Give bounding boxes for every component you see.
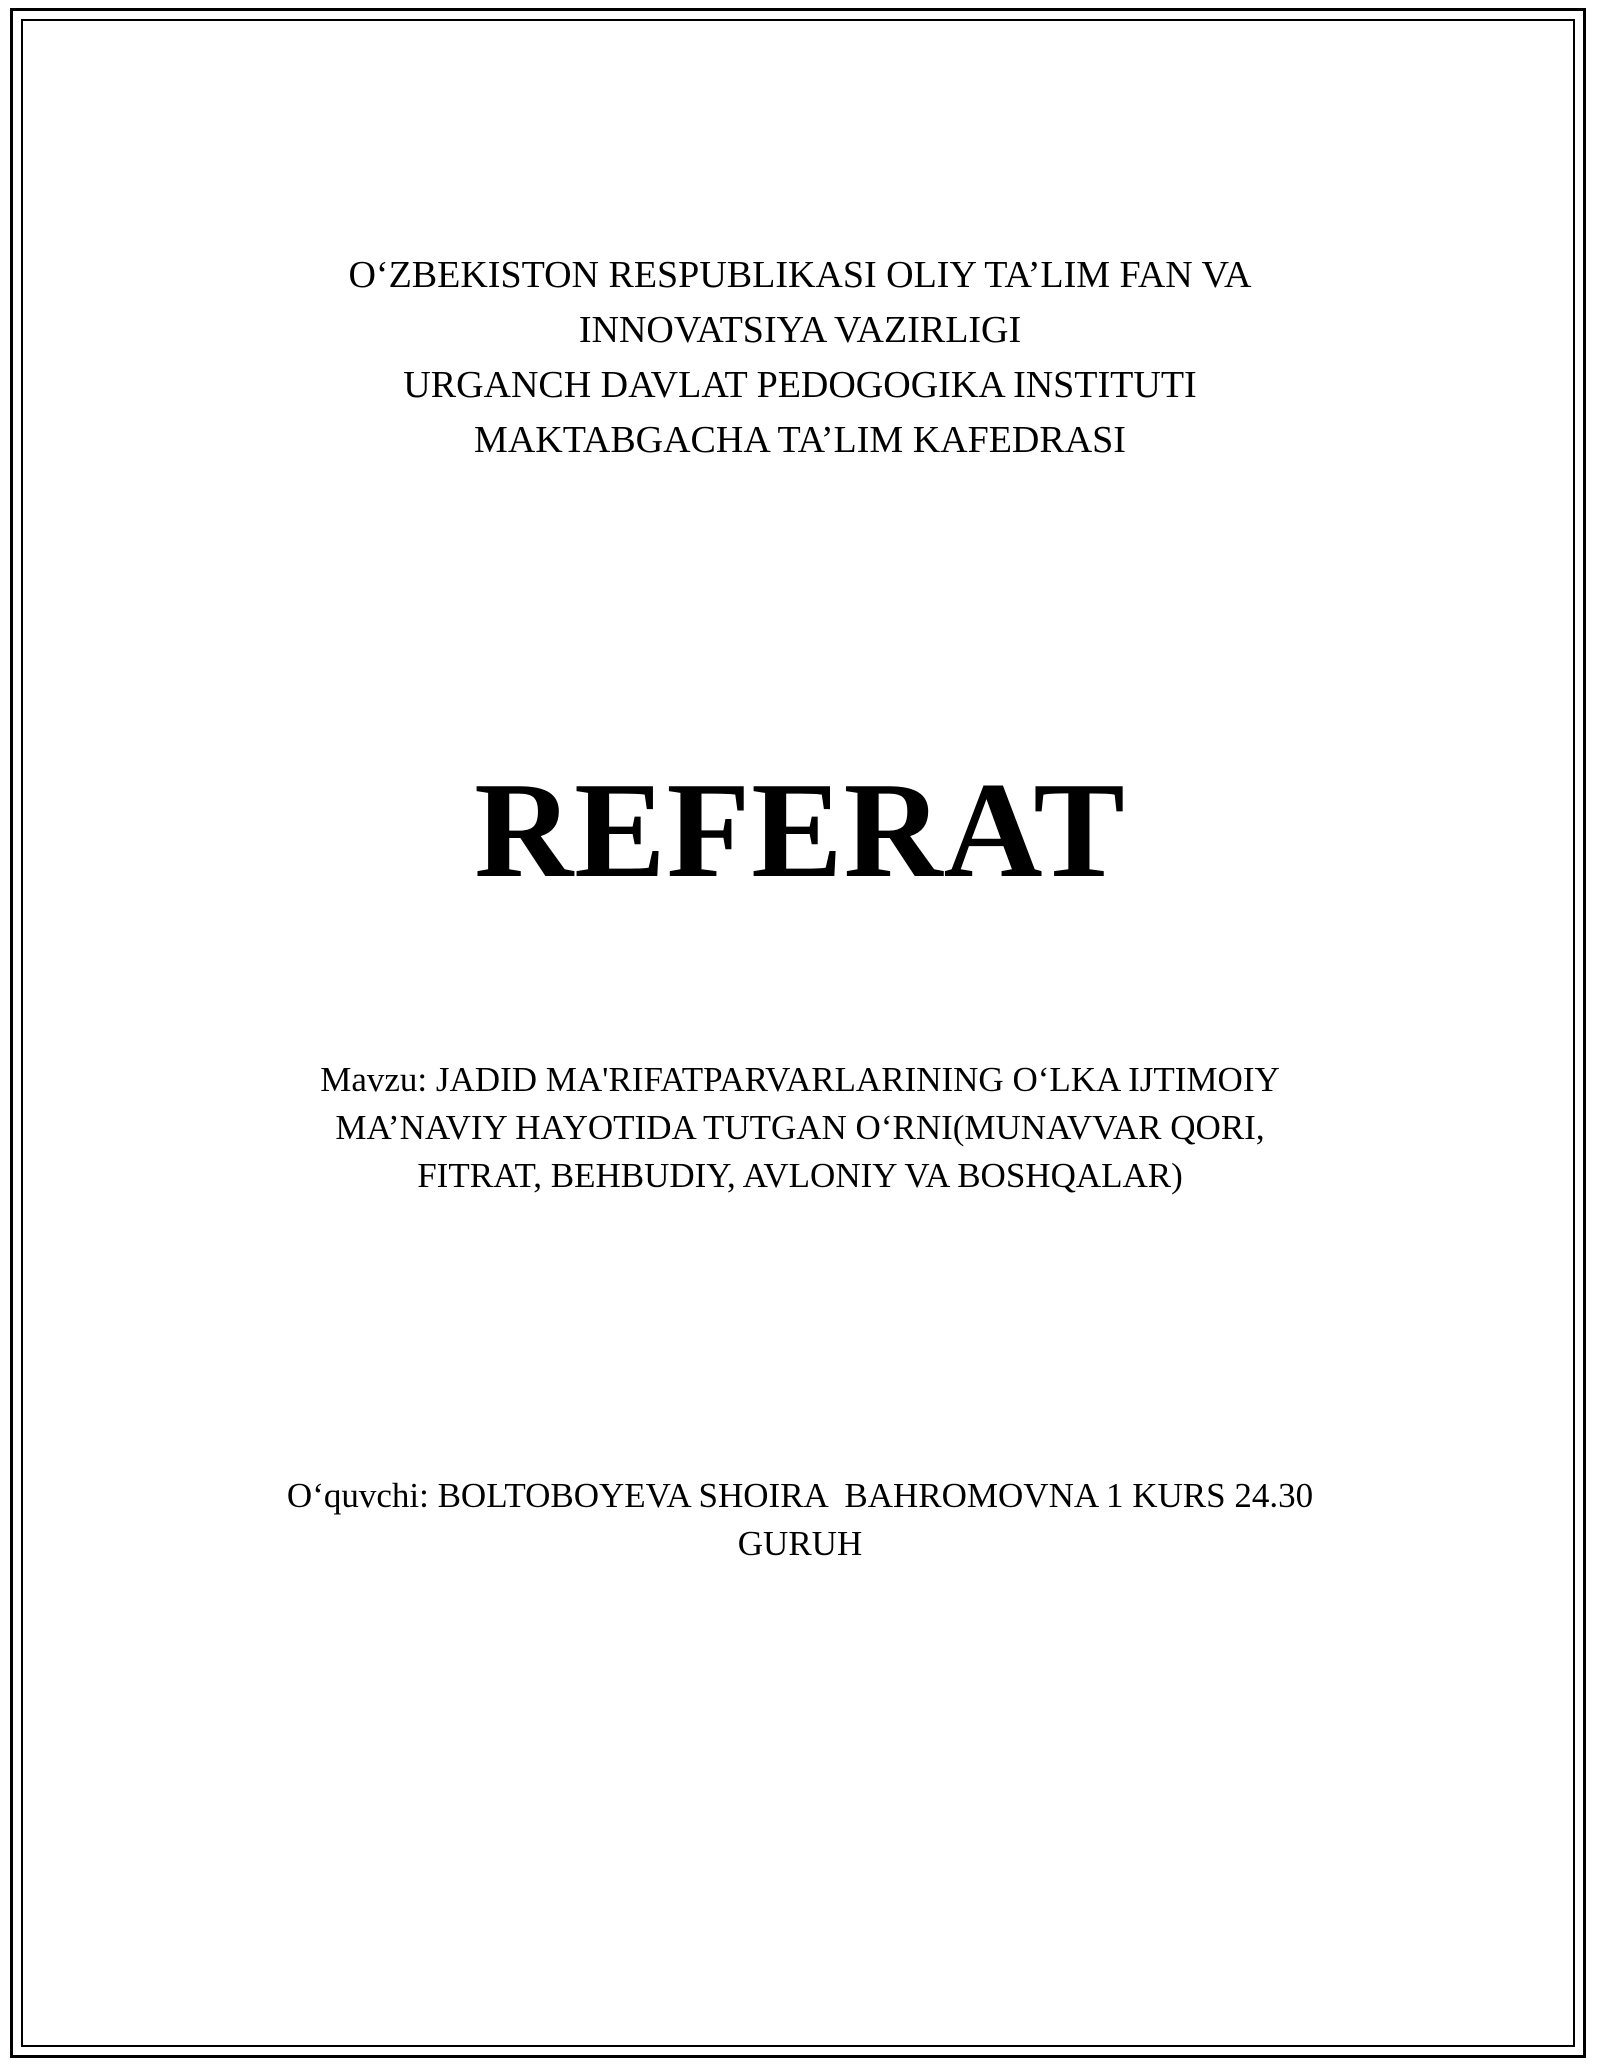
header-line-department: MAKTABGACHA TA’LIM KAFEDRASI bbox=[474, 419, 1126, 461]
header-line-institute: URGANCH DAVLAT PEDOGOGIKA INSTITUTI bbox=[403, 364, 1197, 406]
header-line-ministry-cont: INNOVATSIYA VAZIRLIGI bbox=[578, 309, 1022, 351]
topic-block bbox=[0, 1056, 1600, 1200]
header-line-ministry: O‘ZBEKISTON RESPUBLIKASI OLIY TA’LIM FAN VA bbox=[348, 254, 1252, 296]
student-line: GURUH bbox=[737, 1524, 863, 1563]
institution-header bbox=[0, 248, 1600, 468]
topic-line: MA’NAVIY HAYOTIDA TUTGAN O‘RNI(MUNAVVAR QORI, bbox=[335, 1108, 1265, 1147]
topic-line: FITRAT, BEHBUDIY, AVLONIY VA BOSHQALAR) bbox=[417, 1156, 1183, 1195]
student-line: O‘quvchi: BOLTOBOYEVA SHOIRA BAHROMOVNA 1 KURS 24.30 bbox=[286, 1476, 1314, 1515]
student-block bbox=[0, 1472, 1600, 1568]
document-title: REFERAT bbox=[474, 754, 1126, 906]
topic-line: Mavzu: JADID MA'RIFATPARVARLARINING O‘LKA IJTIMOIY bbox=[320, 1060, 1280, 1099]
